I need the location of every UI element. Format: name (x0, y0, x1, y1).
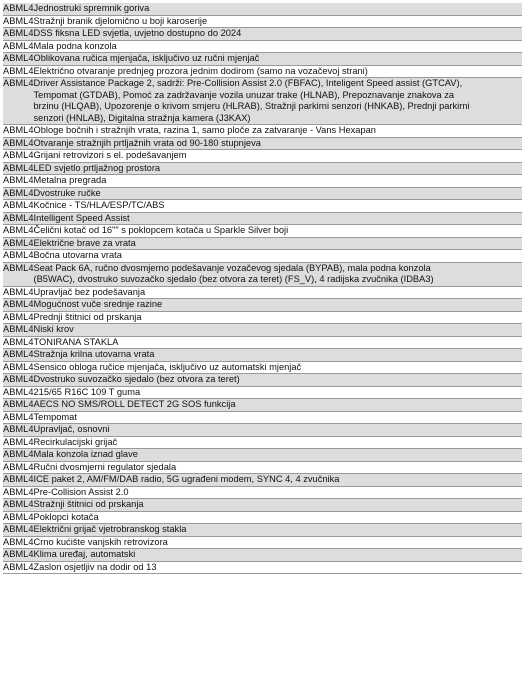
item-code: ABML4 (3, 125, 34, 135)
item-code: ABML4 (3, 286, 34, 297)
list-item (3, 387, 522, 400)
item-description: Upravljač, osnovni (33, 424, 110, 434)
list-item (3, 175, 522, 188)
item-description: Stražnji štitnici od prskanja (33, 499, 144, 509)
list-item (3, 512, 522, 525)
item-code: ABML4 (3, 461, 34, 472)
list-item (3, 138, 522, 151)
item-code: ABML4 (3, 212, 34, 223)
list-item (3, 225, 522, 238)
item-description: Stražnji branik djelomično u boji karoserije (33, 15, 208, 26)
item-code: ABML4 (3, 449, 34, 459)
item-code: ABML4 (3, 424, 34, 434)
item-description: Klima uređaj, automatski (33, 549, 136, 559)
list-item (3, 250, 522, 263)
item-description: Dvostruke ručke (33, 187, 101, 198)
item-code: ABML4 (3, 150, 34, 160)
item-code: ABML4 (3, 386, 34, 397)
list-item (3, 200, 522, 213)
item-description: LED svjetlo prtljažnog prostora (33, 162, 161, 173)
item-description: Seat Pack 6A, ručno dvosmjerno podešavanje vozačevog sjedala (BYPAB), mala podna konzola (B5WAC), dvostruko suvozačko sjedalo (bez otvora za teret) (FS_V), 4 radijska zvučnika (IDBA3) (33, 262, 434, 284)
item-description: Električni grijač vjetrobranskog stakla (33, 524, 187, 534)
item-description: Oblikovana ručica mjenjača, isključivo uz ručni mjenjač (33, 53, 260, 63)
list-item (3, 374, 522, 387)
item-description: Niski krov (33, 324, 74, 334)
item-description: Recirkulacijski grijač (33, 436, 118, 447)
equipment-list (3, 3, 522, 574)
list-item (3, 499, 522, 512)
item-description: Intelligent Speed Assist (33, 212, 130, 223)
item-description: Poklopci kotača (33, 511, 99, 522)
item-code: ABML4 (3, 225, 34, 235)
item-code: ABML4 (3, 486, 34, 497)
list-item (3, 78, 522, 125)
list-item (3, 449, 522, 462)
item-code: ABML4 (3, 40, 34, 51)
item-description: Pre-Collision Assist 2.0 (33, 486, 129, 497)
item-code: ABML4 (3, 399, 34, 409)
item-code: ABML4 (3, 299, 34, 309)
list-item (3, 562, 522, 575)
list-item (3, 299, 522, 312)
item-code: ABML4 (3, 200, 34, 210)
item-code: ABML4 (3, 324, 34, 334)
list-item (3, 537, 522, 550)
item-description: Prednji štitnici od prskanja (33, 311, 142, 322)
list-item (3, 150, 522, 163)
item-description: Mala podna konzola (33, 40, 117, 51)
item-description: ICE paket 2, AM/FM/DAB radio, 5G ugrađeni modem, SYNC 4, 4 zvučnika (33, 474, 340, 484)
list-item (3, 66, 522, 79)
item-code: ABML4 (3, 78, 34, 88)
item-description: Zaslon osjetljiv na dodir od 13 (33, 561, 157, 572)
item-code: ABML4 (3, 436, 34, 447)
item-code: ABML4 (3, 65, 34, 76)
list-item (3, 399, 522, 412)
item-description: Tempomat (33, 411, 77, 422)
item-description: 215/65 R16C 109 T guma (33, 386, 141, 397)
item-code: ABML4 (3, 175, 34, 185)
list-item (3, 287, 522, 300)
item-code: ABML4 (3, 28, 34, 38)
item-code: ABML4 (3, 262, 34, 273)
item-description: Obloge bočnih i stražnjih vrata, razina 1, samo ploče za zatvaranje - Vans Hexapan (33, 125, 376, 135)
item-description: Električno otvaranje prednjeg prozora jednim dodirom (samo na vozačevoj strani) (33, 65, 368, 76)
list-item (3, 163, 522, 176)
list-item (3, 213, 522, 226)
item-code: ABML4 (3, 361, 34, 372)
item-description: Dvostruko suvozačko sjedalo (bez otvora za teret) (33, 374, 240, 384)
item-code: ABML4 (3, 499, 34, 509)
item-description: Električne brave za vrata (33, 237, 136, 248)
item-code: ABML4 (3, 511, 34, 522)
item-code: ABML4 (3, 549, 34, 559)
list-item (3, 41, 522, 54)
list-item (3, 263, 522, 287)
list-item (3, 412, 522, 425)
list-item (3, 16, 522, 29)
list-item (3, 3, 522, 16)
item-description: Mala konzola iznad glave (33, 449, 138, 459)
list-item (3, 53, 522, 66)
item-description: Čelični kotač od 16"" s poklopcem kotača u Sparkle Silver boji (33, 225, 289, 235)
item-description: Metalna pregrada (33, 175, 107, 185)
item-description: Grijani retrovizori s el. podešavanjem (33, 150, 187, 160)
item-code: ABML4 (3, 349, 34, 359)
list-item (3, 125, 522, 138)
item-description: Otvaranje stražnjih prtljažnih vrata od 90-180 stupnjeva (33, 137, 261, 148)
list-item (3, 474, 522, 487)
item-code: ABML4 (3, 53, 34, 63)
item-description: Bočna utovarna vrata (33, 250, 122, 260)
item-code: ABML4 (3, 137, 34, 148)
list-item (3, 188, 522, 201)
list-item (3, 487, 522, 500)
item-code: ABML4 (3, 561, 34, 572)
item-code: ABML4 (3, 3, 34, 13)
list-item (3, 362, 522, 375)
item-description: Ručni dvosmjerni regulator sjedala (33, 461, 177, 472)
item-code: ABML4 (3, 474, 34, 484)
list-item (3, 424, 522, 437)
item-description: Crno kućište vanjskih retrovizora (33, 536, 168, 547)
item-description: Jednostruki spremnik goriva (33, 3, 150, 13)
list-item (3, 349, 522, 362)
item-code: ABML4 (3, 250, 34, 260)
item-code: ABML4 (3, 524, 34, 534)
item-description: AECS NO SMS/ROLL DETECT 2G SOS funkcija (33, 399, 236, 409)
item-description: Kočnice - TS/HLA/ESP/TC/ABS (33, 200, 165, 210)
item-description: Sensico obloga ručice mjenjača, isključivo uz automatski mjenjač (33, 361, 302, 372)
item-description: Upravljač bez podešavanja (33, 286, 146, 297)
item-code: ABML4 (3, 237, 34, 248)
item-description: Mogućnost vuče srednje razine (33, 299, 163, 309)
item-code: ABML4 (3, 311, 34, 322)
item-description: Stražnja krilna utovarna vrata (33, 349, 155, 359)
list-item (3, 28, 522, 41)
item-description: TONIRANA STAKLA (33, 336, 119, 347)
item-description: DSS fiksna LED svjetla, uvjetno dostupno do 2024 (33, 28, 242, 38)
list-item (3, 437, 522, 450)
item-code: ABML4 (3, 187, 34, 198)
list-item (3, 337, 522, 350)
list-item (3, 462, 522, 475)
item-code: ABML4 (3, 336, 34, 347)
list-item (3, 238, 522, 251)
item-code: ABML4 (3, 536, 34, 547)
list-item (3, 549, 522, 562)
item-description: Driver Assistance Package 2, sadrži: Pre-Collision Assist 2.0 (FBFAC), Inteligent Speed assist (GTCAV), Tempomat (GTDAB), Pomoć za zadržavanje vozila unuzar trake (HLNAB), Prepoznavanje znakova za brzinu (HLQAB), Upozorenje o krivom smjeru (HLRAB), Stražnji parkirni senzori (HNKAB), Prednji parkirni senzori (HNLAB), Digitalna stražnja kamera (J3KAX) (33, 78, 470, 123)
list-item (3, 524, 522, 537)
item-code: ABML4 (3, 162, 34, 173)
item-code: ABML4 (3, 411, 34, 422)
item-code: ABML4 (3, 374, 34, 384)
item-code: ABML4 (3, 15, 34, 26)
list-item (3, 312, 522, 325)
list-item (3, 324, 522, 337)
